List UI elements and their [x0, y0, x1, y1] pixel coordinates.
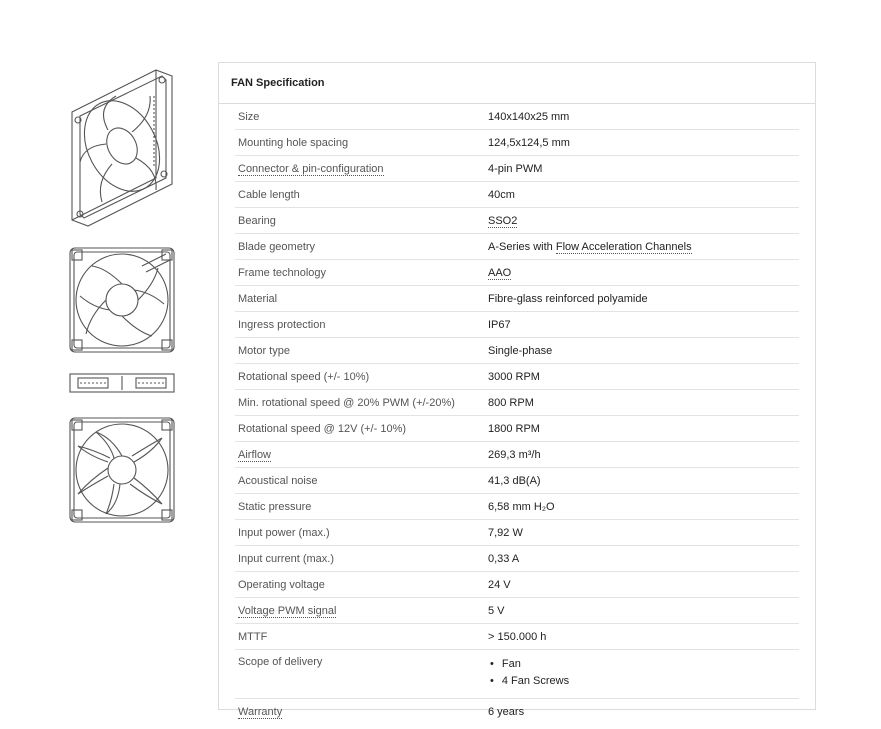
spec-label: Frame technology — [235, 260, 485, 286]
spec-value-link[interactable]: SSO2 — [488, 214, 518, 227]
fan-front-image[interactable] — [66, 416, 178, 524]
spec-value: 4-pin PWM — [485, 156, 799, 182]
table-row — [235, 624, 799, 650]
fan-back-image[interactable] — [66, 246, 178, 354]
spec-value: 7,92 W — [485, 520, 799, 546]
spec-label: Mounting hole spacing — [235, 130, 485, 156]
spec-value: IP67 — [485, 312, 799, 338]
spec-value: 41,3 dB(A) — [485, 468, 799, 494]
spec-label: Operating voltage — [235, 572, 485, 598]
list-item: • Fan — [488, 656, 799, 673]
table-row — [235, 364, 799, 390]
delivery-list — [488, 656, 799, 690]
table-row — [235, 234, 799, 260]
table-row — [235, 494, 799, 520]
spec-label: MTTF — [235, 624, 485, 650]
spec-value: 140x140x25 mm — [485, 104, 799, 130]
spec-label: Input current (max.) — [235, 546, 485, 572]
spec-label: Size — [235, 104, 485, 130]
spec-value: 0,33 A — [485, 546, 799, 572]
table-row — [235, 572, 799, 598]
table-row — [235, 260, 799, 286]
spec-label: Rotational speed @ 12V (+/- 10%) — [235, 416, 485, 442]
spec-value: Single-phase — [485, 338, 799, 364]
spec-value: 124,5x124,5 mm — [485, 130, 799, 156]
table-row — [235, 546, 799, 572]
spec-label: Min. rotational speed @ 20% PWM (+/-20%) — [235, 390, 485, 416]
table-row — [235, 416, 799, 442]
spec-label: Bearing — [235, 208, 485, 234]
table-row — [235, 468, 799, 494]
spec-panel-title: FAN Specification — [219, 63, 815, 104]
spec-value: 24 V — [485, 572, 799, 598]
table-row — [235, 208, 799, 234]
spec-label-link[interactable]: Warranty — [238, 705, 283, 718]
spec-value-link[interactable]: Flow Acceleration Channels — [555, 240, 692, 253]
list-item: • 4 Fan Screws — [488, 673, 799, 690]
table-row — [235, 182, 799, 208]
spec-label: Motor type — [235, 338, 485, 364]
table-row — [235, 130, 799, 156]
spec-value: 269,3 m³/h — [485, 442, 799, 468]
spec-label: Scope of delivery — [235, 650, 485, 699]
spec-value: > 150.000 h — [485, 624, 799, 650]
spec-value-prefix: A-Series with — [488, 240, 556, 253]
spec-value: 6 years — [488, 705, 525, 718]
fan-side-image[interactable] — [66, 372, 178, 394]
spec-value: 40cm — [485, 182, 799, 208]
table-row — [235, 442, 799, 468]
spec-label: Ingress protection — [235, 312, 485, 338]
spec-value: 5 V — [485, 598, 799, 624]
table-row — [235, 156, 799, 182]
spec-value: 3000 RPM — [485, 364, 799, 390]
table-row — [235, 286, 799, 312]
fan-perspective-image[interactable] — [66, 66, 178, 228]
table-row — [235, 650, 799, 699]
spec-label-link[interactable]: Connector & pin-configuration — [238, 162, 384, 175]
spec-label-link[interactable]: Voltage PWM signal — [238, 604, 337, 617]
spec-label: Blade geometry — [235, 234, 485, 260]
spec-value-link[interactable]: AAO — [488, 266, 512, 279]
spec-table — [235, 104, 799, 724]
spec-value: 800 RPM — [485, 390, 799, 416]
table-row — [235, 338, 799, 364]
spec-value: 6,58 mm H₂O — [485, 494, 799, 520]
table-row — [235, 520, 799, 546]
spec-panel — [218, 62, 816, 718]
spec-label: Acoustical noise — [235, 468, 485, 494]
table-row — [235, 104, 799, 130]
table-row — [235, 390, 799, 416]
spec-label-link[interactable]: Airflow — [238, 448, 272, 461]
spec-value: Fibre-glass reinforced polyamide — [485, 286, 799, 312]
spec-label: Input power (max.) — [235, 520, 485, 546]
table-row — [235, 312, 799, 338]
spec-label: Cable length — [235, 182, 485, 208]
table-row — [235, 699, 799, 725]
spec-label: Static pressure — [235, 494, 485, 520]
spec-label: Rotational speed (+/- 10%) — [235, 364, 485, 390]
spec-value: 1800 RPM — [485, 416, 799, 442]
spec-label: Material — [235, 286, 485, 312]
table-row — [235, 598, 799, 624]
